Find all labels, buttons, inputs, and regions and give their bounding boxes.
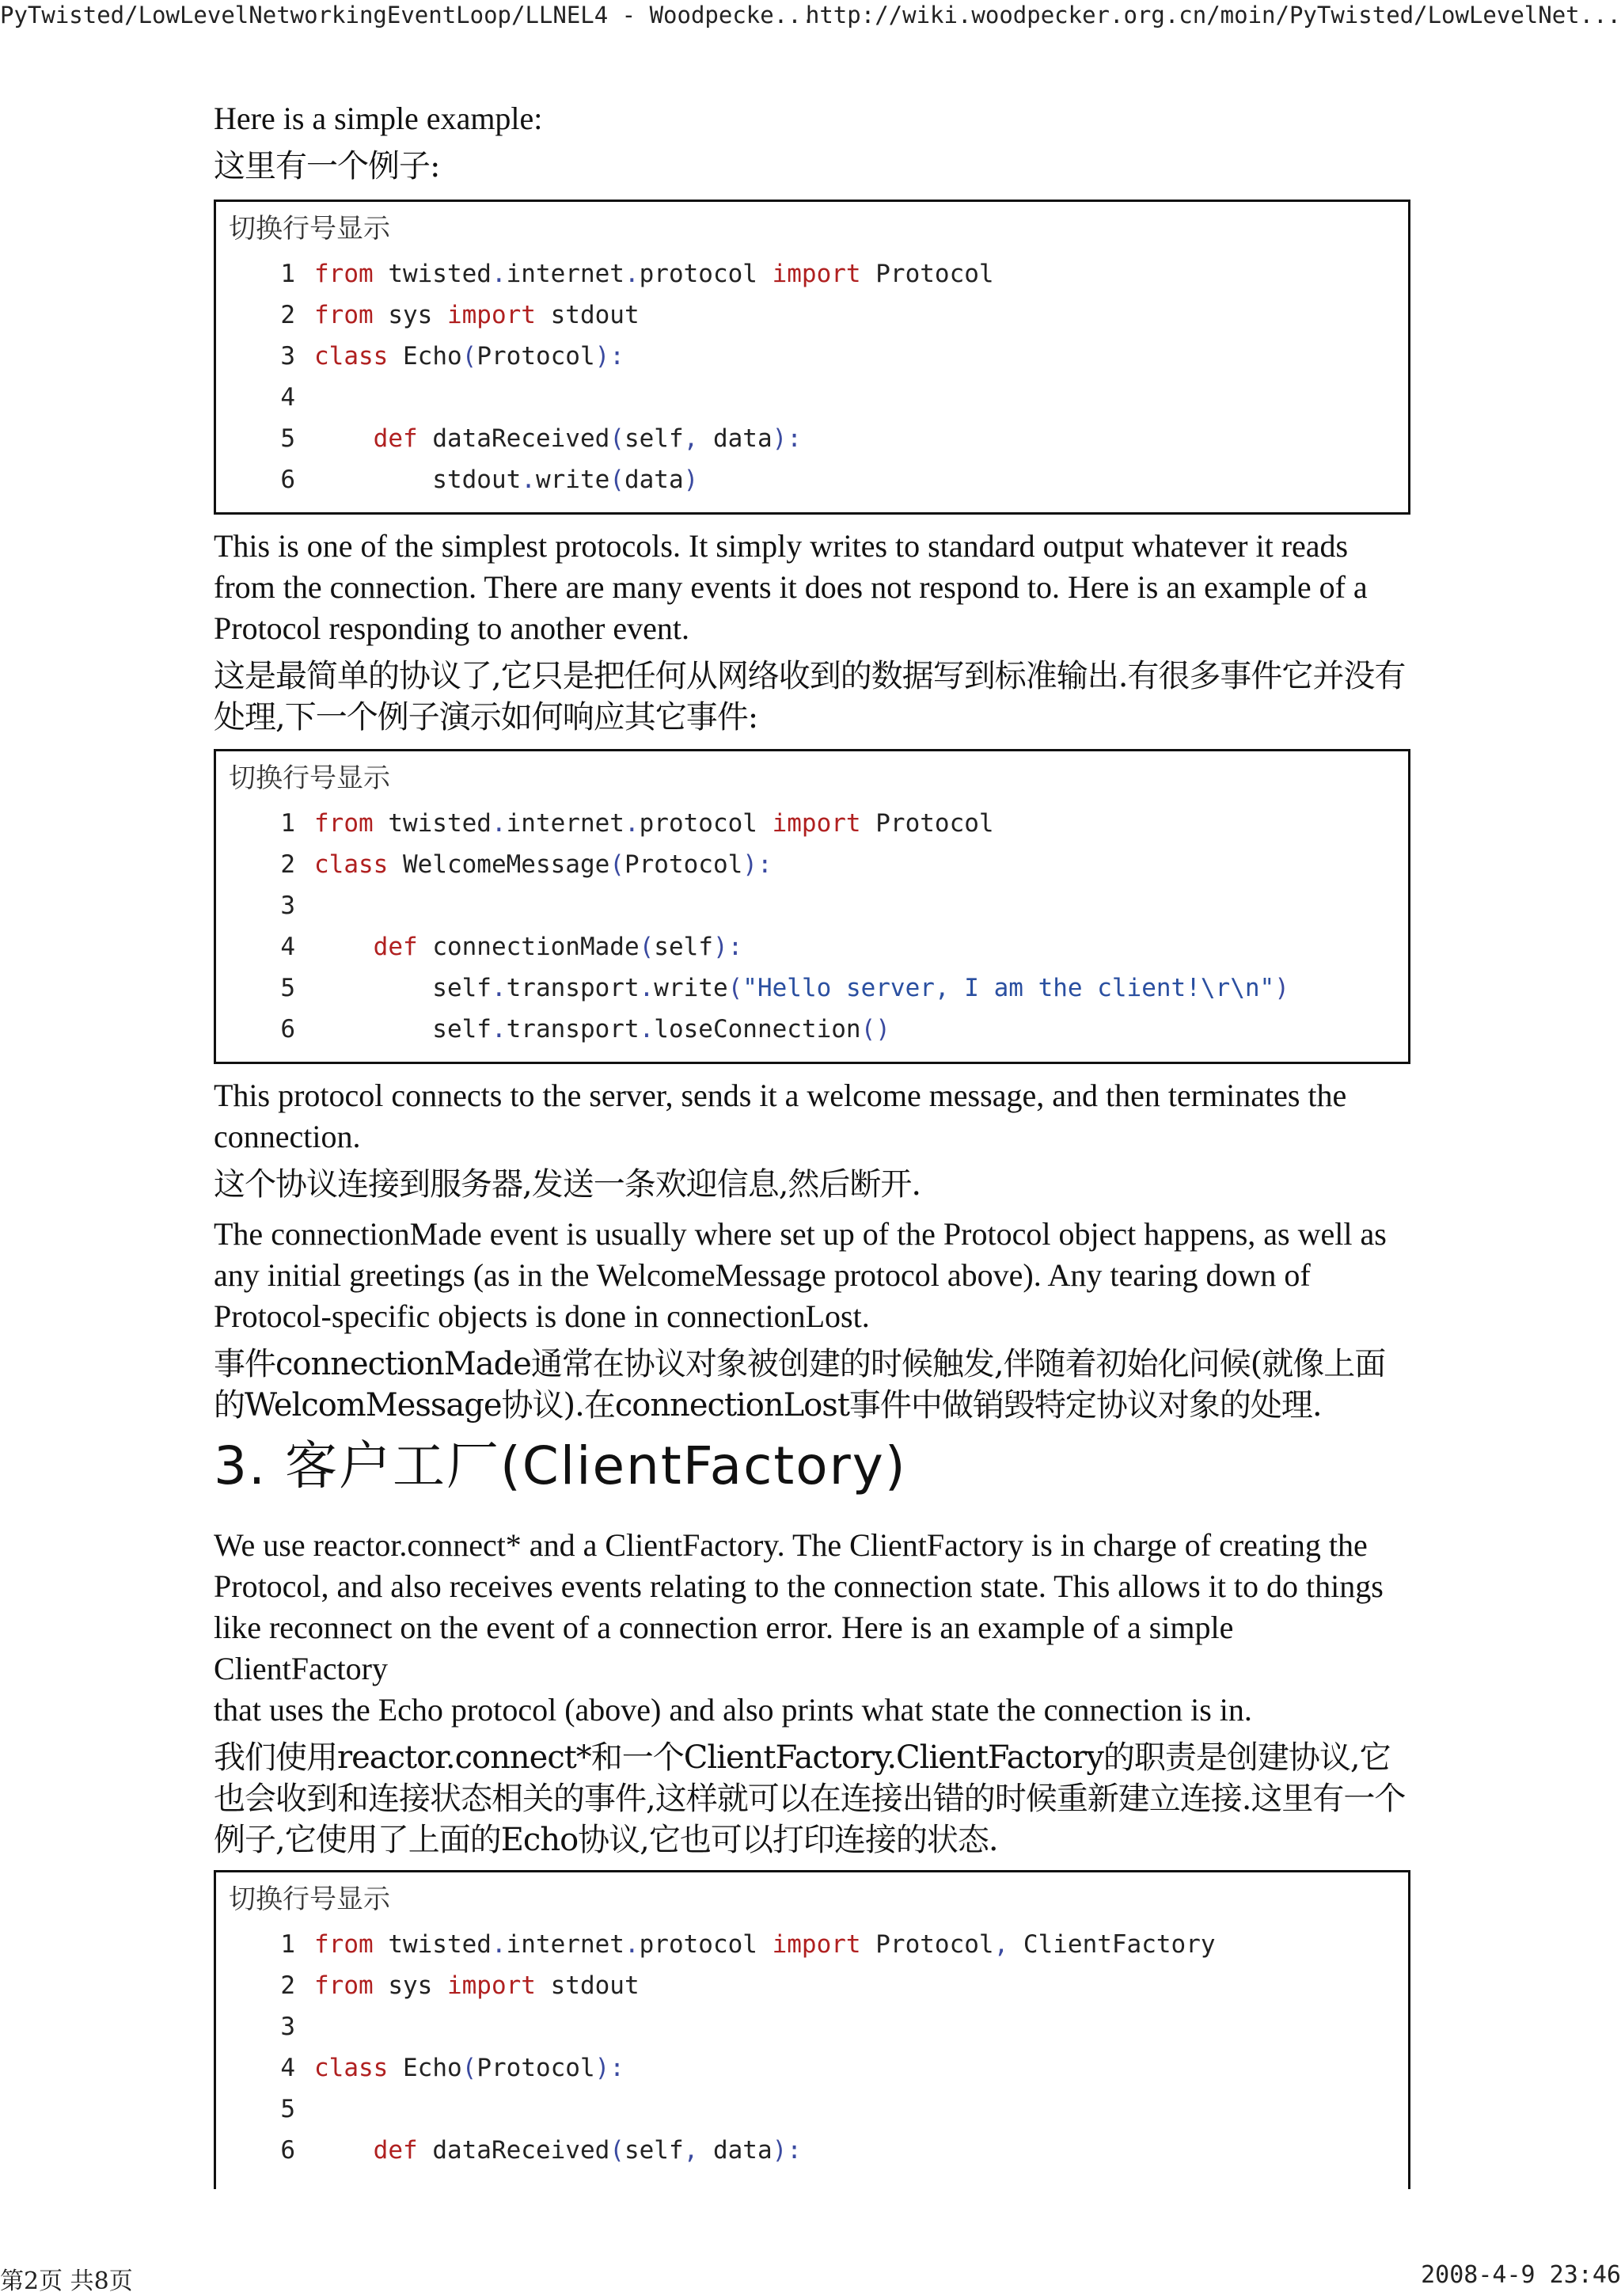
code-token: () — [860, 1015, 890, 1043]
code-keyword: from — [314, 1971, 374, 2000]
line-number: 3 — [280, 342, 295, 371]
line-number: 1 — [280, 260, 295, 288]
para4-zh: 我们使用reactor.connect*和一个ClientFactory.ClientFactory的职责是创建协议,它也会收到和连接状态相关的事件,这样就可以在连接出错的时候重新建立连接.这里有一个例子,它使用了上面的Echo协议,它也可以打印连接的状态. — [214, 1739, 1406, 1858]
line-number: 4 — [280, 383, 295, 412]
print-footer — [0, 2261, 1621, 2293]
code-token: twisted — [373, 1930, 492, 1959]
code-token: . — [491, 809, 507, 838]
code-token: , — [683, 2136, 699, 2165]
code-token: , — [683, 424, 699, 453]
toggle-line-numbers-link[interactable]: 切换行号显示 — [229, 213, 390, 245]
code-keyword: class — [314, 850, 389, 879]
line-number: 4 — [280, 2054, 295, 2082]
intro-block — [214, 98, 1409, 187]
code-token: data — [698, 2136, 773, 2165]
para2-en: This protocol connects to the server, sends it a welcome message, and then terminates the connection. — [214, 1078, 1347, 1154]
code-keyword: import — [446, 1971, 536, 2000]
code-token: self — [654, 933, 713, 961]
code-token: , — [993, 1930, 1009, 1959]
code-line — [216, 885, 1408, 926]
code-line — [216, 253, 1408, 295]
line-number: 2 — [280, 301, 295, 329]
code-keyword: import — [772, 809, 861, 838]
code-keyword: import — [772, 1930, 861, 1959]
page-number: 第2页 共8页 — [0, 2267, 133, 2295]
code-line — [216, 459, 1408, 500]
code-token: Echo — [388, 2054, 462, 2082]
code-token: ): — [742, 850, 773, 879]
code-keyword: class — [314, 2054, 389, 2082]
code-token: . — [491, 1015, 507, 1043]
line-number: 3 — [280, 2013, 295, 2041]
code-token: transport — [506, 974, 640, 1002]
header-page-title: PyTwisted/LowLevelNetworkingEventLoop/LLNEL4 - Woodpecke... — [0, 2, 816, 29]
line-number: 2 — [280, 1971, 295, 2000]
code-token: ( — [609, 850, 624, 879]
para4-block — [214, 1525, 1409, 1861]
code-token: ( — [461, 2054, 477, 2082]
para3-block — [214, 1214, 1409, 1426]
code-string: "Hello server, I am the client!\r\n" — [742, 974, 1275, 1002]
code-line — [216, 336, 1408, 377]
line-number: 2 — [280, 850, 295, 879]
code-token: ( — [727, 974, 743, 1002]
code-token: ( — [639, 933, 655, 961]
code-block-clientfactory — [214, 1870, 1410, 2189]
para1-block — [214, 526, 1409, 738]
line-number: 6 — [280, 466, 295, 494]
code-token: . — [639, 974, 655, 1002]
code-token: ): — [594, 2054, 624, 2082]
code-token: . — [624, 809, 640, 838]
code-token: ): — [712, 933, 743, 961]
code-line — [216, 1965, 1408, 2006]
line-number: 3 — [280, 891, 295, 920]
code-token: self — [624, 424, 684, 453]
code-token: protocol — [639, 1930, 773, 1959]
header-url: http://wiki.woodpecker.org.cn/moin/PyTwisted/LowLevelNet... — [805, 2, 1621, 29]
code-line — [216, 967, 1408, 1009]
code-listing — [216, 803, 1408, 1050]
code-token: Echo — [388, 342, 462, 371]
code-token: self — [624, 2136, 684, 2165]
code-token: data — [624, 466, 684, 494]
code-token: sys — [373, 301, 447, 329]
line-number: 5 — [280, 424, 295, 453]
code-token: ): — [772, 424, 802, 453]
line-number: 6 — [280, 1015, 295, 1043]
code-token: . — [491, 1930, 507, 1959]
code-token: stdout — [535, 1971, 640, 2000]
code-token: ClientFactory — [1008, 1930, 1216, 1959]
code-line — [216, 295, 1408, 336]
code-token: . — [491, 974, 507, 1002]
code-token: self — [314, 1015, 492, 1043]
para2-zh: 这个协议连接到服务器,发送一条欢迎信息,然后断开. — [214, 1166, 921, 1203]
code-token: self — [314, 974, 492, 1002]
code-block-welcome — [214, 749, 1410, 1064]
para2-block — [214, 1075, 1409, 1205]
code-token: ) — [683, 466, 699, 494]
para3-zh: 事件connectionMade通常在协议对象被创建的时候触发,伴随着初始化问候(就像上面的WelcomMessage协议).在connectionLost事件中做销毁特定协议对象的处理. — [214, 1346, 1386, 1424]
code-token: write — [535, 466, 610, 494]
line-number: 5 — [280, 2095, 295, 2123]
code-keyword: from — [314, 1930, 374, 1959]
toggle-line-numbers-link[interactable]: 切换行号显示 — [229, 762, 390, 794]
code-token: Protocol — [476, 342, 595, 371]
code-keyword: import — [772, 260, 861, 288]
code-token: twisted — [373, 809, 492, 838]
code-token — [314, 424, 374, 453]
code-line — [216, 803, 1408, 844]
code-token: . — [491, 260, 507, 288]
code-token: Protocol — [476, 2054, 595, 2082]
code-line — [216, 926, 1408, 967]
code-token: internet — [506, 809, 624, 838]
code-line — [216, 2006, 1408, 2047]
line-number: 5 — [280, 974, 295, 1002]
code-line — [216, 1009, 1408, 1050]
code-token: ( — [609, 2136, 624, 2165]
code-token: ): — [772, 2136, 802, 2165]
code-token: stdout — [314, 466, 522, 494]
code-token: twisted — [373, 260, 492, 288]
code-token: internet — [506, 260, 624, 288]
code-token: . — [639, 1015, 655, 1043]
code-keyword: def — [373, 2136, 418, 2165]
print-timestamp: 2008-4-9 23:46 — [1421, 2261, 1621, 2289]
line-number: 4 — [280, 933, 295, 961]
code-keyword: from — [314, 260, 374, 288]
code-token: connectionMade — [417, 933, 640, 961]
code-listing — [216, 253, 1408, 500]
code-token: WelcomeMessage — [388, 850, 610, 879]
code-token: dataReceived — [417, 424, 610, 453]
code-keyword: from — [314, 301, 374, 329]
para4-en-line1: We use reactor.connect* and a ClientFactory. The ClientFactory is in charge of creating the Protocol, and also receives events relating to the connection state. This allows it to do things like reconnect on the event of a connection error. Here is an example of a simple ClientFactory — [214, 1527, 1384, 1686]
code-token: loseConnection — [654, 1015, 861, 1043]
section-heading: 3. 客户工厂(ClientFactory) — [214, 1435, 907, 1496]
code-token: . — [624, 1930, 640, 1959]
code-keyword: class — [314, 342, 389, 371]
code-line — [216, 418, 1408, 459]
code-token — [314, 2136, 374, 2165]
code-token: . — [521, 466, 536, 494]
code-line — [216, 377, 1408, 418]
print-header — [0, 2, 1621, 33]
intro-text-en: Here is a simple example: — [214, 101, 543, 136]
code-token: Protocol — [860, 260, 994, 288]
code-block-echo — [214, 200, 1410, 515]
code-line — [216, 2047, 1408, 2089]
code-token: protocol — [639, 260, 773, 288]
code-line — [216, 2089, 1408, 2130]
intro-text-zh: 这里有一个例子: — [214, 148, 440, 184]
code-token: Protocol — [860, 809, 994, 838]
para3-en: The connectionMade event is usually where set up of the Protocol object happens, as well as any initial greetings (as in the WelcomeMessage protocol above). Any tearing down of Protocol-specific objects is done in connectionLost. — [214, 1216, 1387, 1334]
code-keyword: import — [446, 301, 536, 329]
code-token — [314, 933, 374, 961]
code-token: internet — [506, 1930, 624, 1959]
para1-en: This is one of the simplest protocols. It simply writes to standard output whatever it reads from the connection. There are many events it does not respond to. Here is an example of a Protocol responding to another event. — [214, 528, 1368, 646]
code-token: . — [624, 260, 640, 288]
line-number: 6 — [280, 2136, 295, 2165]
line-number: 1 — [280, 1930, 295, 1959]
para1-zh: 这是最简单的协议了,它只是把任何从网络收到的数据写到标准输出.有很多事件它并没有处理,下一个例子演示如何响应其它事件: — [214, 658, 1406, 736]
code-line — [216, 1924, 1408, 1965]
code-token: data — [698, 424, 773, 453]
code-keyword: def — [373, 933, 418, 961]
code-token: dataReceived — [417, 2136, 610, 2165]
code-token: sys — [373, 1971, 447, 2000]
code-token: Protocol — [624, 850, 743, 879]
code-token: stdout — [535, 301, 640, 329]
line-number: 1 — [280, 809, 295, 838]
code-keyword: from — [314, 809, 374, 838]
code-listing — [216, 1924, 1408, 2171]
code-token: transport — [506, 1015, 640, 1043]
code-line — [216, 2130, 1408, 2171]
code-token: ( — [461, 342, 477, 371]
para4-en-line2: that uses the Echo protocol (above) and also prints what state the connection is in. — [214, 1692, 1252, 1728]
code-token: ( — [609, 424, 624, 453]
code-token: protocol — [639, 809, 773, 838]
code-token: ) — [1274, 974, 1289, 1002]
code-keyword: def — [373, 424, 418, 453]
code-token: ): — [594, 342, 624, 371]
code-token: Protocol — [860, 1930, 994, 1959]
toggle-line-numbers-link[interactable]: 切换行号显示 — [229, 1884, 390, 1915]
code-token: write — [654, 974, 728, 1002]
code-line — [216, 844, 1408, 885]
code-token: ( — [609, 466, 624, 494]
